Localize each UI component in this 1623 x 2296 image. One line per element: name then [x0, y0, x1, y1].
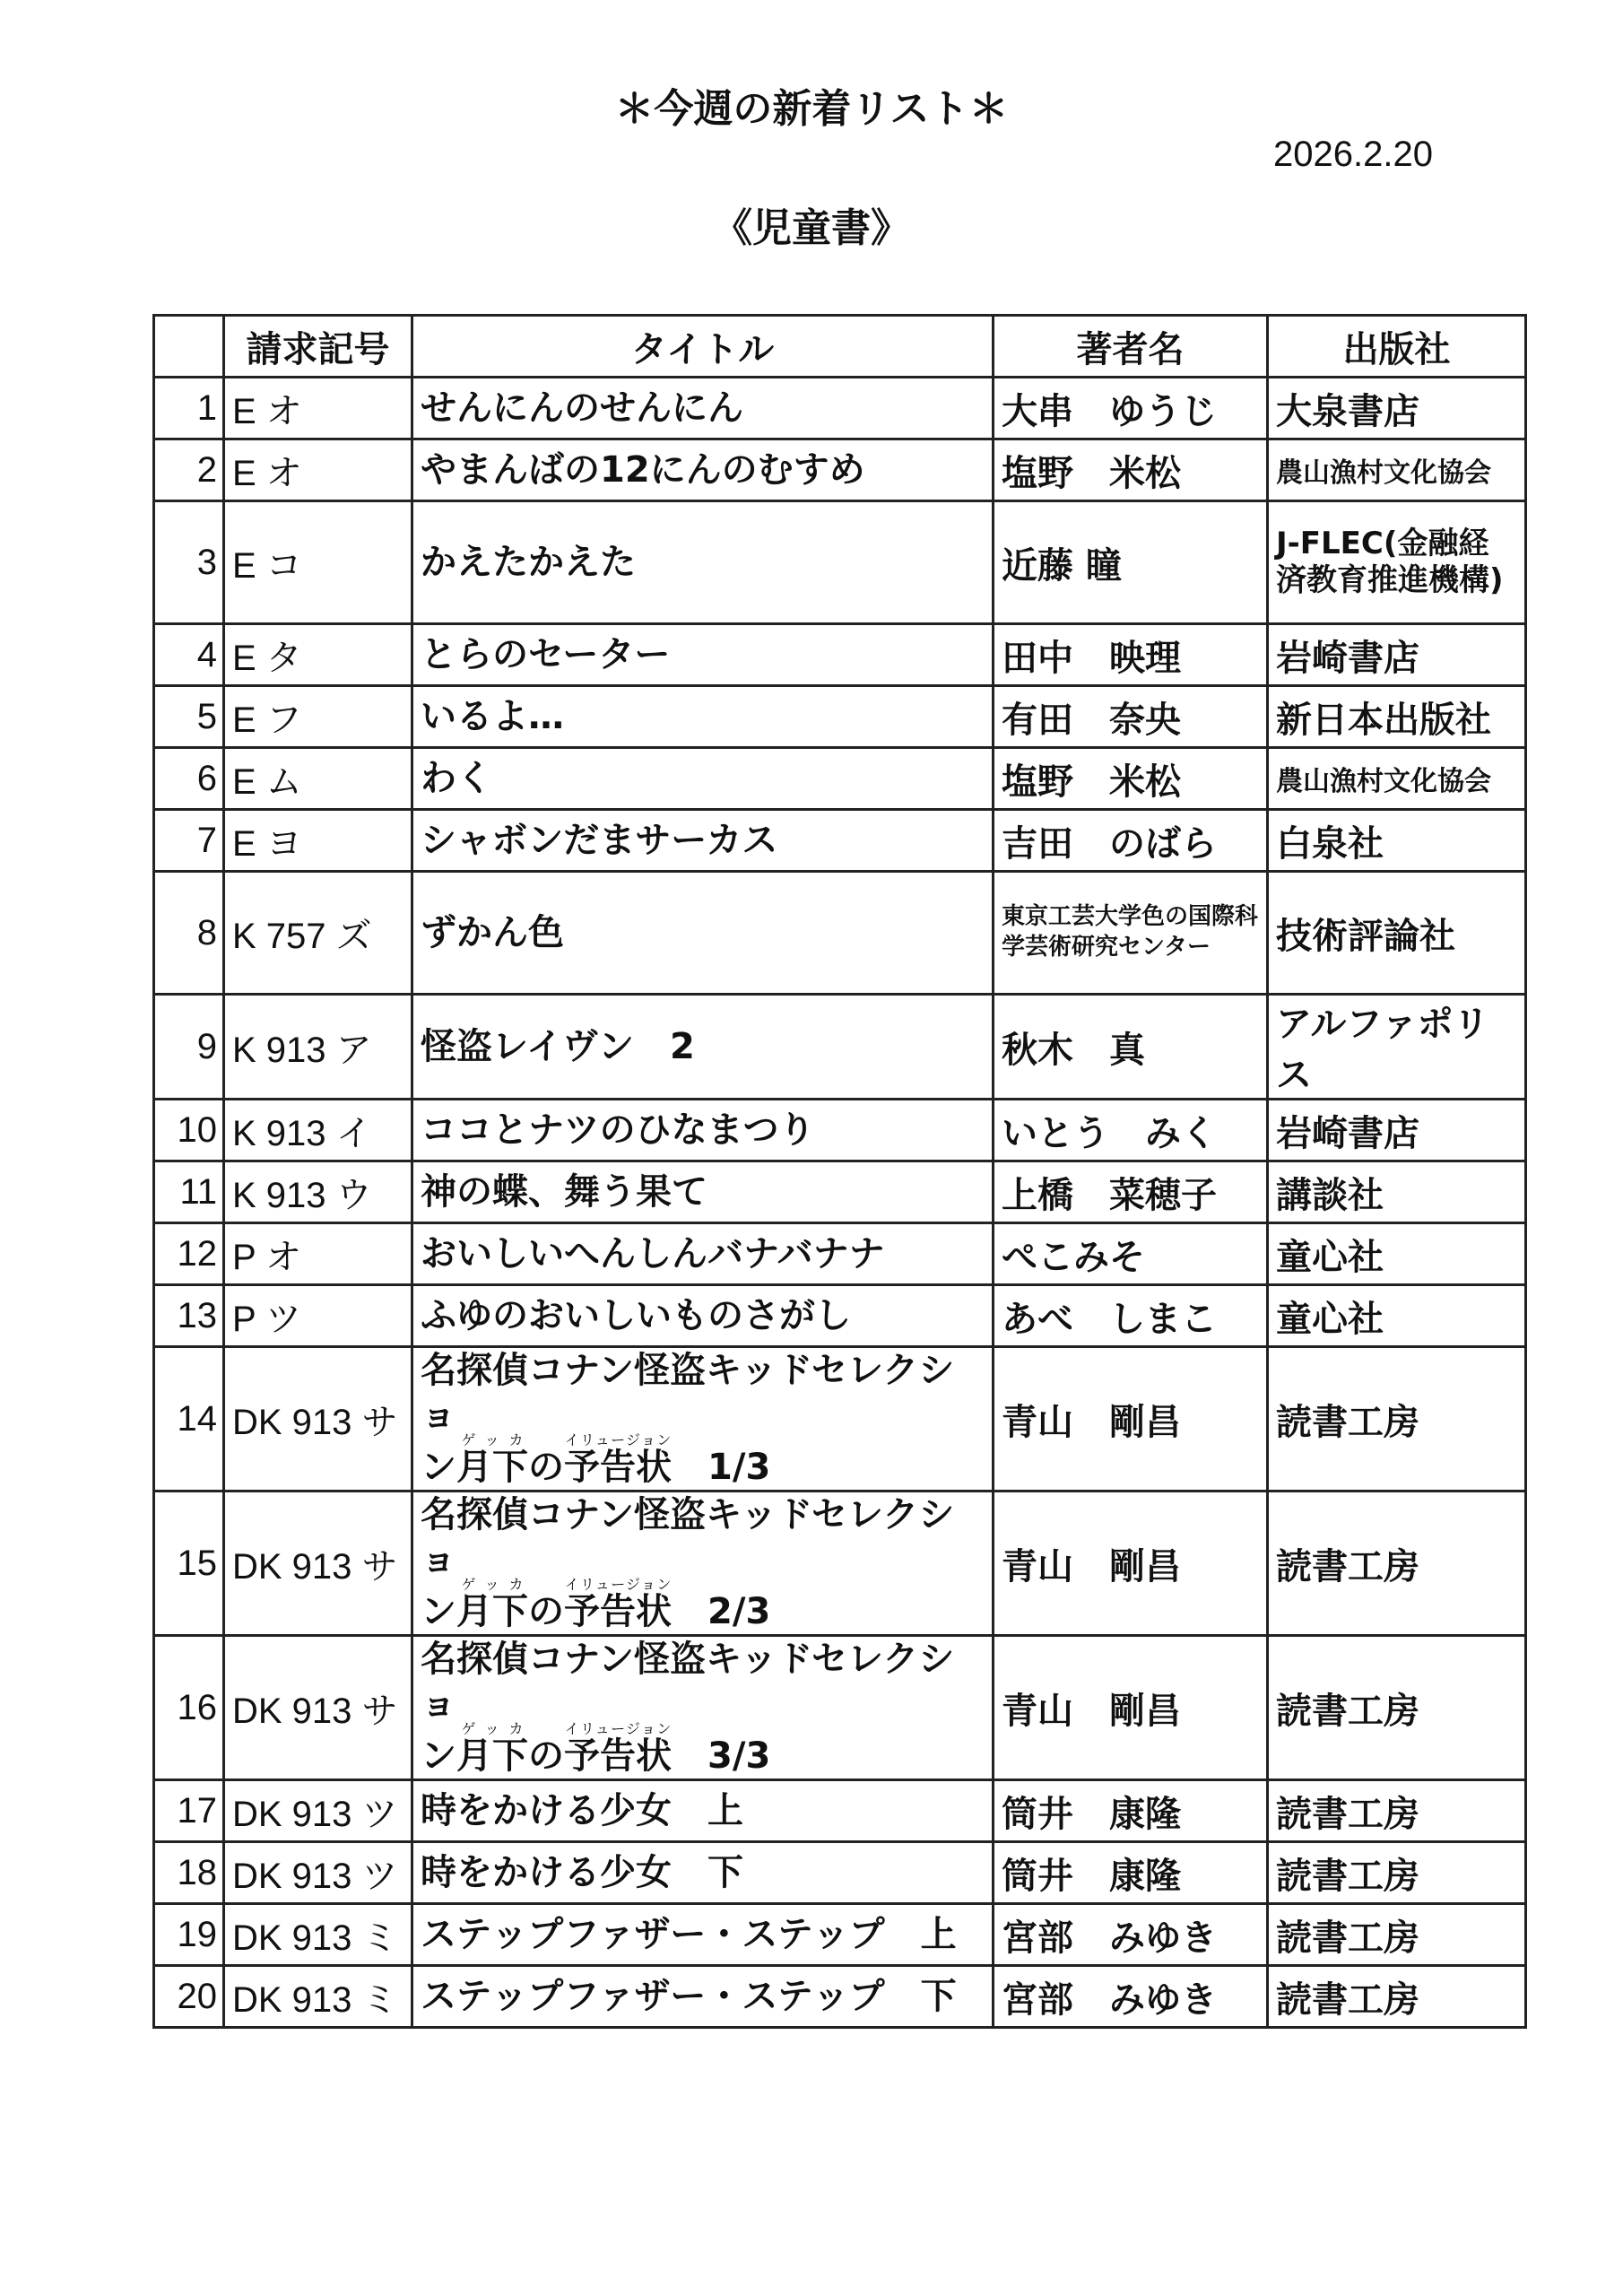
row-number: 10	[154, 1100, 224, 1161]
author-name: 青山 剛昌	[994, 1636, 1268, 1780]
author-name: 塩野 米松	[994, 439, 1268, 501]
call-number: DK 913 サ	[224, 1636, 412, 1780]
call-number: DK 913 ミ	[224, 1966, 412, 2028]
publisher-name: 農山漁村文化協会	[1268, 439, 1526, 501]
book-title: ココとナツのひなまつり	[412, 1100, 994, 1161]
author-name: ぺこみそ	[994, 1223, 1268, 1285]
table-row	[154, 1636, 1526, 1780]
row-number: 1	[154, 378, 224, 439]
row-number: 9	[154, 995, 224, 1100]
call-number: K 913 ア	[224, 995, 412, 1100]
book-title: おいしいへんしんバナバナナ	[412, 1223, 994, 1285]
book-title: かえたかえた	[412, 501, 994, 624]
publisher-name: 読書工房	[1268, 1492, 1526, 1636]
table-row	[154, 1285, 1526, 1347]
row-number: 3	[154, 501, 224, 624]
publisher-name: 読書工房	[1268, 1636, 1526, 1780]
book-title: 時をかける少女 上	[412, 1780, 994, 1842]
table-row	[154, 810, 1526, 872]
author-name: 筒井 康隆	[994, 1842, 1268, 1904]
new-arrivals-table	[152, 314, 1527, 2029]
book-title: 名探偵コナン怪盗キッドセレクショ ン月下ゲッカの予告状イリュージョン 3/3	[412, 1636, 994, 1780]
row-number: 11	[154, 1161, 224, 1223]
row-number: 2	[154, 439, 224, 501]
table-header-row	[154, 316, 1526, 378]
book-title: いるよ…	[412, 686, 994, 748]
call-number: DK 913 ツ	[224, 1780, 412, 1842]
author-name: 吉田 のばら	[994, 810, 1268, 872]
publisher-name: 読書工房	[1268, 1347, 1526, 1492]
author-name: 東京工芸大学色の国際科学芸術研究センター	[994, 872, 1268, 995]
table-row	[154, 1492, 1526, 1636]
book-title: 神の蝶、舞う果て	[412, 1161, 994, 1223]
author-name: 近藤 瞳	[994, 501, 1268, 624]
publisher-name: 読書工房	[1268, 1966, 1526, 2028]
publisher-name: 新日本出版社	[1268, 686, 1526, 748]
table-row	[154, 686, 1526, 748]
call-number: E タ	[224, 624, 412, 686]
call-number: E オ	[224, 378, 412, 439]
author-name: 秋木 真	[994, 995, 1268, 1100]
call-number: DK 913 サ	[224, 1347, 412, 1492]
book-title: シャボンだまサーカス	[412, 810, 994, 872]
row-number: 14	[154, 1347, 224, 1492]
call-number: K 913 ウ	[224, 1161, 412, 1223]
publisher-name: アルファポリス	[1268, 995, 1526, 1100]
table-row	[154, 1100, 1526, 1161]
author-name: 宮部 みゆき	[994, 1966, 1268, 2028]
author-name: 青山 剛昌	[994, 1492, 1268, 1636]
table-row	[154, 1780, 1526, 1842]
author-name: 筒井 康隆	[994, 1780, 1268, 1842]
call-number: DK 913 ミ	[224, 1904, 412, 1966]
publisher-name: 読書工房	[1268, 1842, 1526, 1904]
row-number: 13	[154, 1285, 224, 1347]
col-header-author: 著者名	[994, 316, 1268, 378]
author-name: 宮部 みゆき	[994, 1904, 1268, 1966]
table-row	[154, 1161, 1526, 1223]
table-row	[154, 624, 1526, 686]
publisher-name: 童心社	[1268, 1285, 1526, 1347]
call-number: E ム	[224, 748, 412, 810]
col-header-call-number: 請求記号	[224, 316, 412, 378]
book-title: やまんばの12にんのむすめ	[412, 439, 994, 501]
row-number: 7	[154, 810, 224, 872]
call-number: P ツ	[224, 1285, 412, 1347]
row-number: 20	[154, 1966, 224, 2028]
list-date: 2026.2.20	[1273, 135, 1433, 174]
book-title: ステップファザー・ステップ 上	[412, 1904, 994, 1966]
section-heading: 《児童書》	[713, 205, 910, 251]
table-row	[154, 1904, 1526, 1966]
call-number: K 913 イ	[224, 1100, 412, 1161]
row-number: 15	[154, 1492, 224, 1636]
publisher-name: 白泉社	[1268, 810, 1526, 872]
publisher-name: 読書工房	[1268, 1904, 1526, 1966]
book-title: 怪盗レイヴン 2	[412, 995, 994, 1100]
author-name: あべ しまこ	[994, 1285, 1268, 1347]
publisher-name: J-FLEC(金融経済教育推進機構)	[1268, 501, 1526, 624]
call-number: E フ	[224, 686, 412, 748]
publisher-name: 岩崎書店	[1268, 624, 1526, 686]
call-number: P オ	[224, 1223, 412, 1285]
call-number: E オ	[224, 439, 412, 501]
book-title: ステップファザー・ステップ 下	[412, 1966, 994, 2028]
row-number: 4	[154, 624, 224, 686]
book-title: 名探偵コナン怪盗キッドセレクショ ン月下ゲッカの予告状イリュージョン 2/3	[412, 1492, 994, 1636]
publisher-name: 大泉書店	[1268, 378, 1526, 439]
table-row	[154, 872, 1526, 995]
publisher-name: 講談社	[1268, 1161, 1526, 1223]
author-name: 大串 ゆうじ	[994, 378, 1268, 439]
call-number: E ヨ	[224, 810, 412, 872]
author-name: 青山 剛昌	[994, 1347, 1268, 1492]
table-row	[154, 378, 1526, 439]
call-number: DK 913 ツ	[224, 1842, 412, 1904]
publisher-name: 読書工房	[1268, 1780, 1526, 1842]
table-row	[154, 1842, 1526, 1904]
publisher-name: 岩崎書店	[1268, 1100, 1526, 1161]
row-number: 17	[154, 1780, 224, 1842]
author-name: いとう みく	[994, 1100, 1268, 1161]
table-row	[154, 995, 1526, 1100]
page-title: ＊今週の新着リスト＊	[614, 86, 1009, 132]
row-number: 8	[154, 872, 224, 995]
book-title: ふゆのおいしいものさがし	[412, 1285, 994, 1347]
table-row	[154, 1223, 1526, 1285]
row-number: 19	[154, 1904, 224, 1966]
table-row	[154, 1347, 1526, 1492]
row-number: 18	[154, 1842, 224, 1904]
book-title: 名探偵コナン怪盗キッドセレクショ ン月下ゲッカの予告状イリュージョン 1/3	[412, 1347, 994, 1492]
book-title: とらのセーター	[412, 624, 994, 686]
author-name: 田中 映理	[994, 624, 1268, 686]
row-number: 16	[154, 1636, 224, 1780]
table-row	[154, 748, 1526, 810]
author-name: 有田 奈央	[994, 686, 1268, 748]
col-header-publisher: 出版社	[1268, 316, 1526, 378]
row-number: 5	[154, 686, 224, 748]
publisher-name: 童心社	[1268, 1223, 1526, 1285]
author-name: 塩野 米松	[994, 748, 1268, 810]
author-name: 上橋 菜穂子	[994, 1161, 1268, 1223]
table-row	[154, 1966, 1526, 2028]
row-number: 6	[154, 748, 224, 810]
row-number: 12	[154, 1223, 224, 1285]
book-title: 時をかける少女 下	[412, 1842, 994, 1904]
publisher-name: 農山漁村文化協会	[1268, 748, 1526, 810]
table-row	[154, 501, 1526, 624]
call-number: E コ	[224, 501, 412, 624]
call-number: K 757 ズ	[224, 872, 412, 995]
book-title: せんにんのせんにん	[412, 378, 994, 439]
book-title: わく	[412, 748, 994, 810]
book-title: ずかん色	[412, 872, 994, 995]
col-header-title: タイトル	[412, 316, 994, 378]
table-row	[154, 439, 1526, 501]
publisher-name: 技術評論社	[1268, 872, 1526, 995]
call-number: DK 913 サ	[224, 1492, 412, 1636]
col-header-no	[154, 316, 224, 378]
